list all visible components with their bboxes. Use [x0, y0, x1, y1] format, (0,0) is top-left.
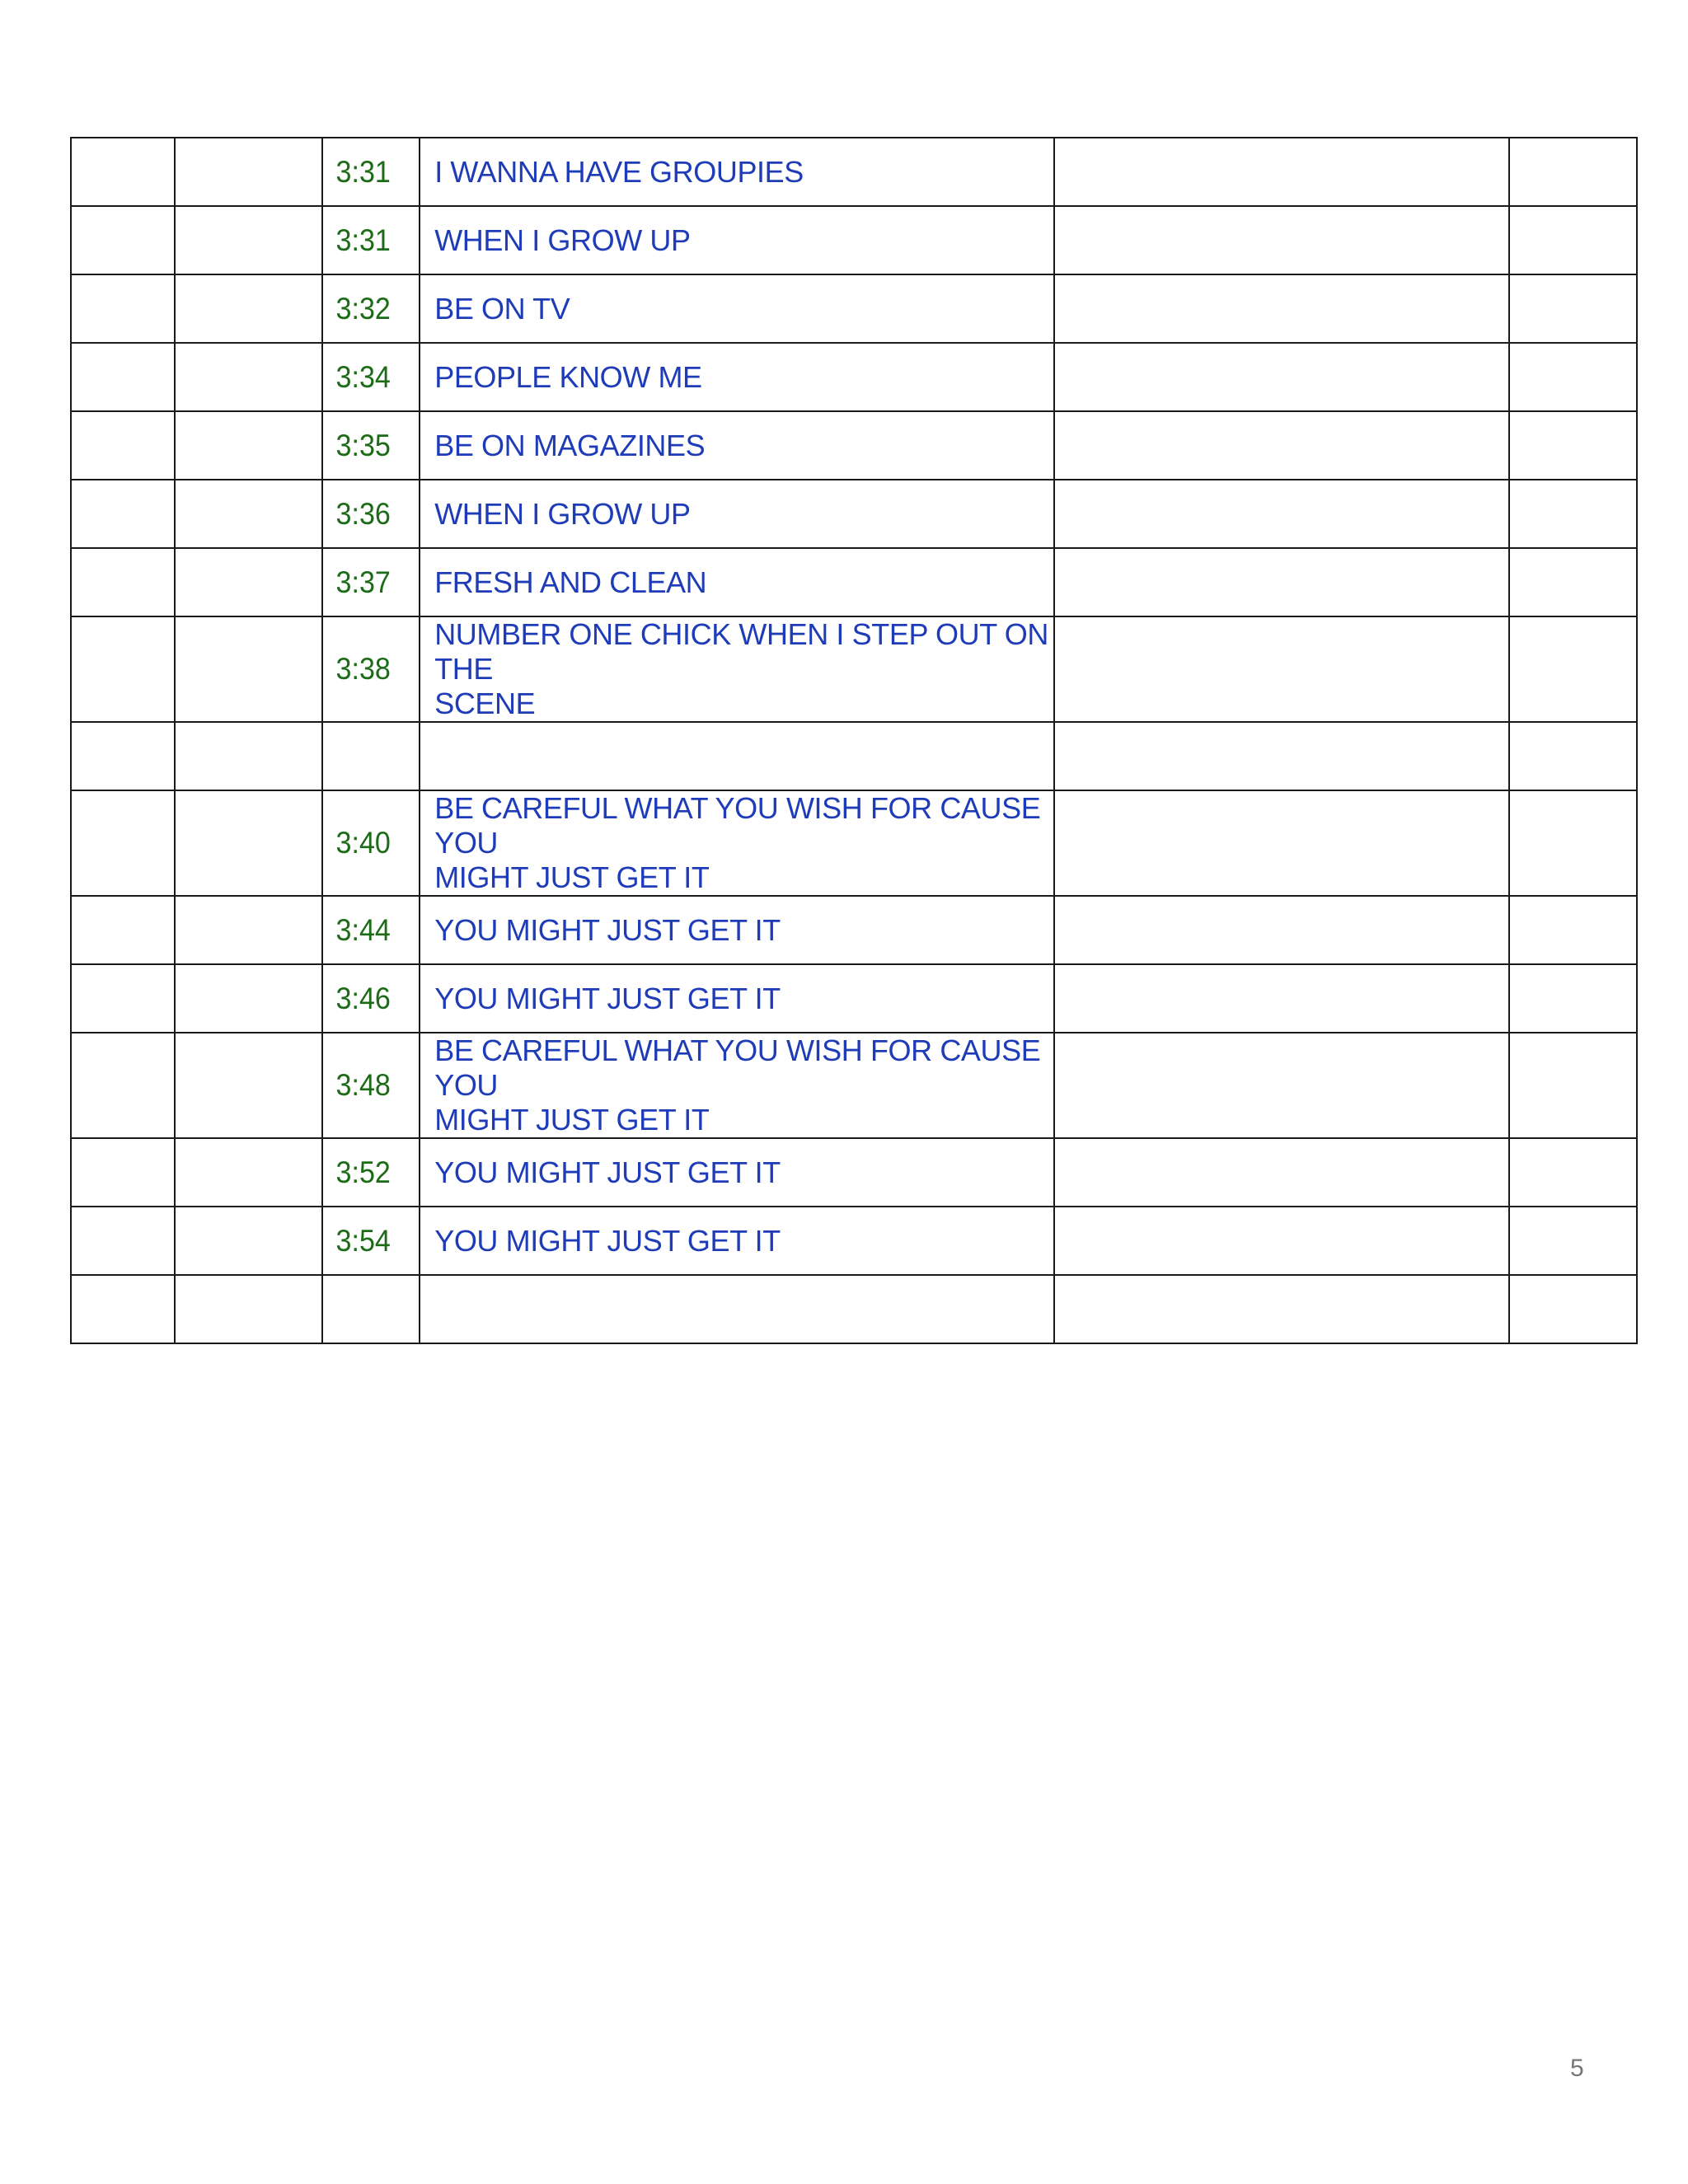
table-row	[71, 274, 1637, 343]
blank-cell-5	[1054, 790, 1509, 896]
lyric-cell: BE ON MAGAZINES	[420, 411, 1054, 480]
blank-cell-5	[1054, 274, 1509, 343]
timestamp-cell: 3:46	[322, 964, 412, 1033]
blank-cell-1	[71, 206, 175, 274]
timestamp-cell: 3:31	[322, 206, 412, 274]
lyric-cell	[420, 1275, 1054, 1343]
timestamp-cell: 3:40	[322, 790, 412, 896]
table-row	[71, 1138, 1637, 1207]
blank-cell-2	[175, 722, 322, 790]
blank-cell-6	[1509, 1207, 1637, 1275]
blank-cell-6	[1509, 896, 1637, 964]
lyric-cell: YOU MIGHT JUST GET IT	[420, 964, 1054, 1033]
blank-cell-2	[175, 1275, 322, 1343]
blank-cell-1	[71, 1033, 175, 1138]
blank-cell-2	[175, 964, 322, 1033]
blank-cell-1	[71, 790, 175, 896]
blank-cell-6	[1509, 1138, 1637, 1207]
lyric-cell: YOU MIGHT JUST GET IT	[420, 1207, 1054, 1275]
blank-cell-6	[1509, 138, 1637, 206]
lyric-cell: I WANNA HAVE GROUPIES	[420, 138, 1054, 206]
blank-cell-1	[71, 274, 175, 343]
blank-cell-5	[1054, 896, 1509, 964]
blank-cell-6	[1509, 722, 1637, 790]
blank-cell-5	[1054, 411, 1509, 480]
timestamp-cell: 3:34	[322, 343, 412, 411]
lyrics-table	[70, 137, 1638, 1344]
lyric-cell: WHEN I GROW UP	[420, 480, 1054, 548]
blank-cell-1	[71, 964, 175, 1033]
timestamp-cell: 3:35	[322, 411, 412, 480]
table-row	[71, 896, 1637, 964]
blank-cell-2	[175, 616, 322, 722]
table-row	[71, 790, 1637, 896]
blank-cell-2	[175, 206, 322, 274]
blank-cell-5	[1054, 343, 1509, 411]
lyric-cell: YOU MIGHT JUST GET IT	[420, 896, 1054, 964]
blank-cell-2	[175, 411, 322, 480]
timestamp-cell	[322, 722, 412, 790]
blank-cell-1	[71, 722, 175, 790]
lyric-cell: PEOPLE KNOW ME	[420, 343, 1054, 411]
lyrics-table-body	[71, 138, 1637, 1343]
lyric-cell: BE CAREFUL WHAT YOU WISH FOR CAUSE YOU MIGHT JUST GET IT	[420, 1033, 1054, 1138]
blank-cell-6	[1509, 964, 1637, 1033]
blank-cell-6	[1509, 548, 1637, 616]
blank-cell-5	[1054, 964, 1509, 1033]
table-row	[71, 548, 1637, 616]
lyric-cell: BE ON TV	[420, 274, 1054, 343]
blank-cell-2	[175, 896, 322, 964]
blank-cell-1	[71, 343, 175, 411]
blank-cell-2	[175, 1138, 322, 1207]
blank-cell-1	[71, 1207, 175, 1275]
timestamp-cell	[322, 1275, 412, 1343]
blank-cell-6	[1509, 790, 1637, 896]
timestamp-cell: 3:37	[322, 548, 412, 616]
blank-cell-1	[71, 1138, 175, 1207]
blank-cell-6	[1509, 206, 1637, 274]
table-row	[71, 1033, 1637, 1138]
lyric-cell: WHEN I GROW UP	[420, 206, 1054, 274]
blank-cell-1	[71, 138, 175, 206]
blank-cell-5	[1054, 1207, 1509, 1275]
table-row	[71, 722, 1637, 790]
timestamp-cell: 3:54	[322, 1207, 412, 1275]
timestamp-cell: 3:44	[322, 896, 412, 964]
blank-cell-2	[175, 480, 322, 548]
table-row	[71, 964, 1637, 1033]
blank-cell-5	[1054, 1033, 1509, 1138]
blank-cell-5	[1054, 1275, 1509, 1343]
table-row	[71, 411, 1637, 480]
blank-cell-6	[1509, 616, 1637, 722]
table-row	[71, 206, 1637, 274]
timestamp-cell: 3:31	[322, 138, 412, 206]
lyric-cell: BE CAREFUL WHAT YOU WISH FOR CAUSE YOU MIGHT JUST GET IT	[420, 790, 1054, 896]
blank-cell-5	[1054, 138, 1509, 206]
blank-cell-5	[1054, 206, 1509, 274]
blank-cell-2	[175, 790, 322, 896]
lyric-cell: YOU MIGHT JUST GET IT	[420, 1138, 1054, 1207]
blank-cell-6	[1509, 1275, 1637, 1343]
blank-cell-5	[1054, 616, 1509, 722]
blank-cell-5	[1054, 1138, 1509, 1207]
blank-cell-2	[175, 548, 322, 616]
blank-cell-5	[1054, 480, 1509, 548]
blank-cell-1	[71, 1275, 175, 1343]
blank-cell-2	[175, 343, 322, 411]
table-row	[71, 1207, 1637, 1275]
blank-cell-5	[1054, 548, 1509, 616]
blank-cell-6	[1509, 411, 1637, 480]
table-row	[71, 1275, 1637, 1343]
table-row	[71, 480, 1637, 548]
timestamp-cell: 3:36	[322, 480, 412, 548]
lyric-cell: FRESH AND CLEAN	[420, 548, 1054, 616]
blank-cell-6	[1509, 1033, 1637, 1138]
blank-cell-1	[71, 411, 175, 480]
blank-cell-1	[71, 548, 175, 616]
lyric-cell: NUMBER ONE CHICK WHEN I STEP OUT ON THE SCENE	[420, 616, 1054, 722]
blank-cell-5	[1054, 722, 1509, 790]
blank-cell-6	[1509, 274, 1637, 343]
page-number: 5	[1570, 2055, 1584, 2082]
blank-cell-2	[175, 1207, 322, 1275]
timestamp-cell: 3:38	[322, 616, 412, 722]
timestamp-cell: 3:32	[322, 274, 412, 343]
timestamp-cell: 3:52	[322, 1138, 412, 1207]
blank-cell-1	[71, 480, 175, 548]
blank-cell-1	[71, 616, 175, 722]
blank-cell-2	[175, 274, 322, 343]
lyric-cell	[420, 722, 1054, 790]
table-row	[71, 343, 1637, 411]
timestamp-cell: 3:48	[322, 1033, 412, 1138]
blank-cell-1	[71, 896, 175, 964]
blank-cell-2	[175, 138, 322, 206]
blank-cell-6	[1509, 480, 1637, 548]
blank-cell-2	[175, 1033, 322, 1138]
table-row	[71, 616, 1637, 722]
blank-cell-6	[1509, 343, 1637, 411]
table-row	[71, 138, 1637, 206]
